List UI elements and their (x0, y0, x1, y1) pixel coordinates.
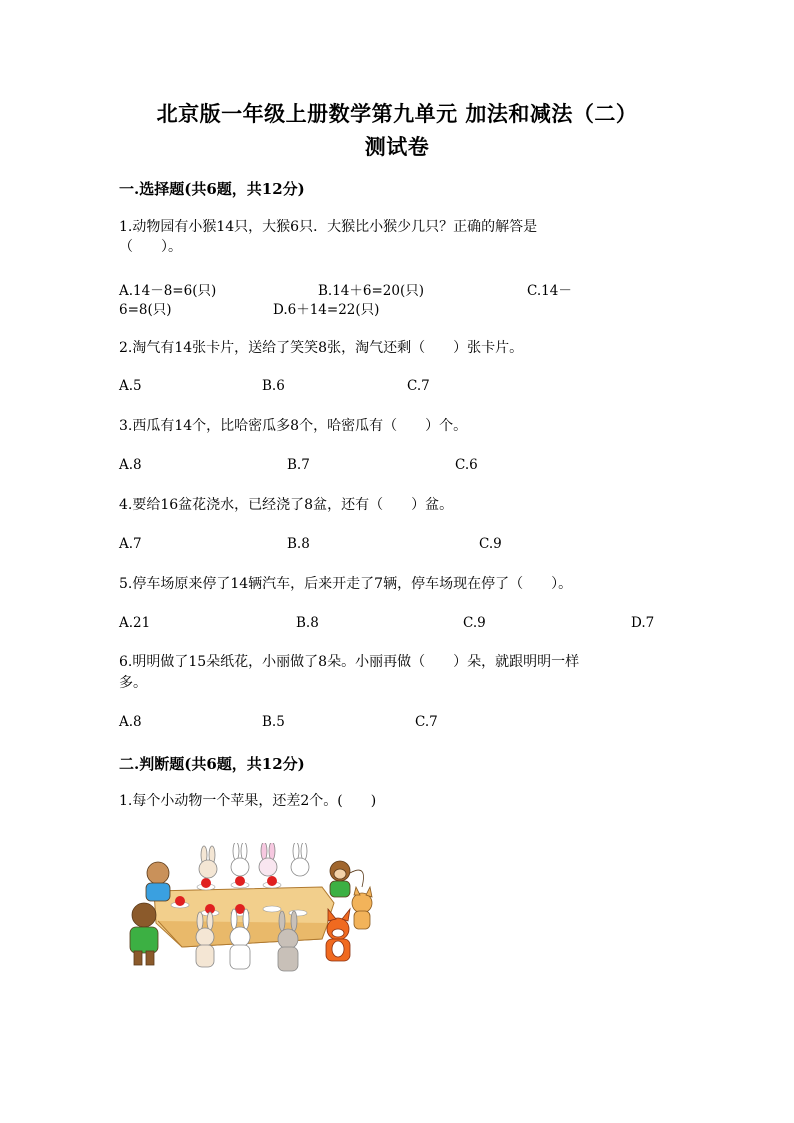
question-2-option-b: B.6 (262, 378, 285, 394)
bunny-front-icon (196, 909, 298, 971)
section-heading-choice: 一.选择题(共6题，共12分) (119, 180, 305, 198)
page-title-line2: 测试卷 (364, 134, 430, 159)
question-6-option-b: B.5 (262, 714, 285, 730)
question-2-option-c: C.7 (407, 378, 430, 394)
question-4-option-b: B.8 (287, 536, 310, 552)
question-5-option-b: B.8 (296, 615, 319, 631)
question-3-option-b: B.7 (287, 457, 310, 473)
question-1-option-a: A.14－8=6(只) (119, 283, 217, 299)
question-5-option-a: A.21 (119, 615, 151, 631)
page-title: 北京版一年级上册数学第九单元 加法和减法（二） (156, 101, 638, 126)
question-4-text: 4.要给16盆花浇水，已经浇了8盆，还有（ ）盆。 (119, 497, 454, 513)
question-3-text: 3.西瓜有14个，比哈密瓜多8个，哈密瓜有（ ）个。 (119, 418, 468, 434)
question-3-option-c: C.6 (455, 457, 478, 473)
judgement-1-text: 1.每个小动物一个苹果，还差2个。( ) (119, 793, 377, 809)
question-6-option-c: C.7 (415, 714, 438, 730)
question-2-option-a: A.5 (119, 378, 142, 394)
animals-table-illustration (122, 843, 384, 975)
question-6-text-line2: 多。 (119, 675, 147, 691)
section-heading-judgement: 二.判断题(共6题，共12分) (119, 755, 305, 773)
question-4-option-c: C.9 (479, 536, 502, 552)
question-6-option-a: A.8 (119, 714, 142, 730)
question-1-option-b: B.14＋6=20(只) (318, 283, 425, 299)
question-1-text-line2: （ ）。 (119, 239, 182, 255)
question-1-option-d: D.6＋14=22(只) (273, 302, 380, 318)
fox-icon (326, 909, 350, 961)
question-6-text: 6.明明做了15朵纸花，小丽做了8朵。小丽再做（ ）朵，就跟明明一样 (119, 654, 580, 670)
question-1-text: 1.动物园有小猴14只，大猴6只．大猴比小猴少几只？正确的解答是 (119, 219, 538, 235)
question-5-option-c: C.9 (463, 615, 486, 631)
question-2-text: 2.淘气有14张卡片，送给了笑笑8张，淘气还剩（ ）张卡片。 (119, 340, 524, 356)
question-5-text: 5.停车场原来停了14辆汽车，后来开走了7辆，停车场现在停了（ ）。 (119, 576, 573, 592)
bunny-icon (199, 843, 309, 878)
question-5-option-d: D.7 (631, 615, 655, 631)
question-1-option-c-cont: 6=8(只) (119, 302, 172, 318)
question-3-option-a: A.8 (119, 457, 142, 473)
question-1-option-c: C.14－ (527, 283, 572, 299)
question-4-option-a: A.7 (119, 536, 142, 552)
cat-icon (352, 887, 372, 929)
